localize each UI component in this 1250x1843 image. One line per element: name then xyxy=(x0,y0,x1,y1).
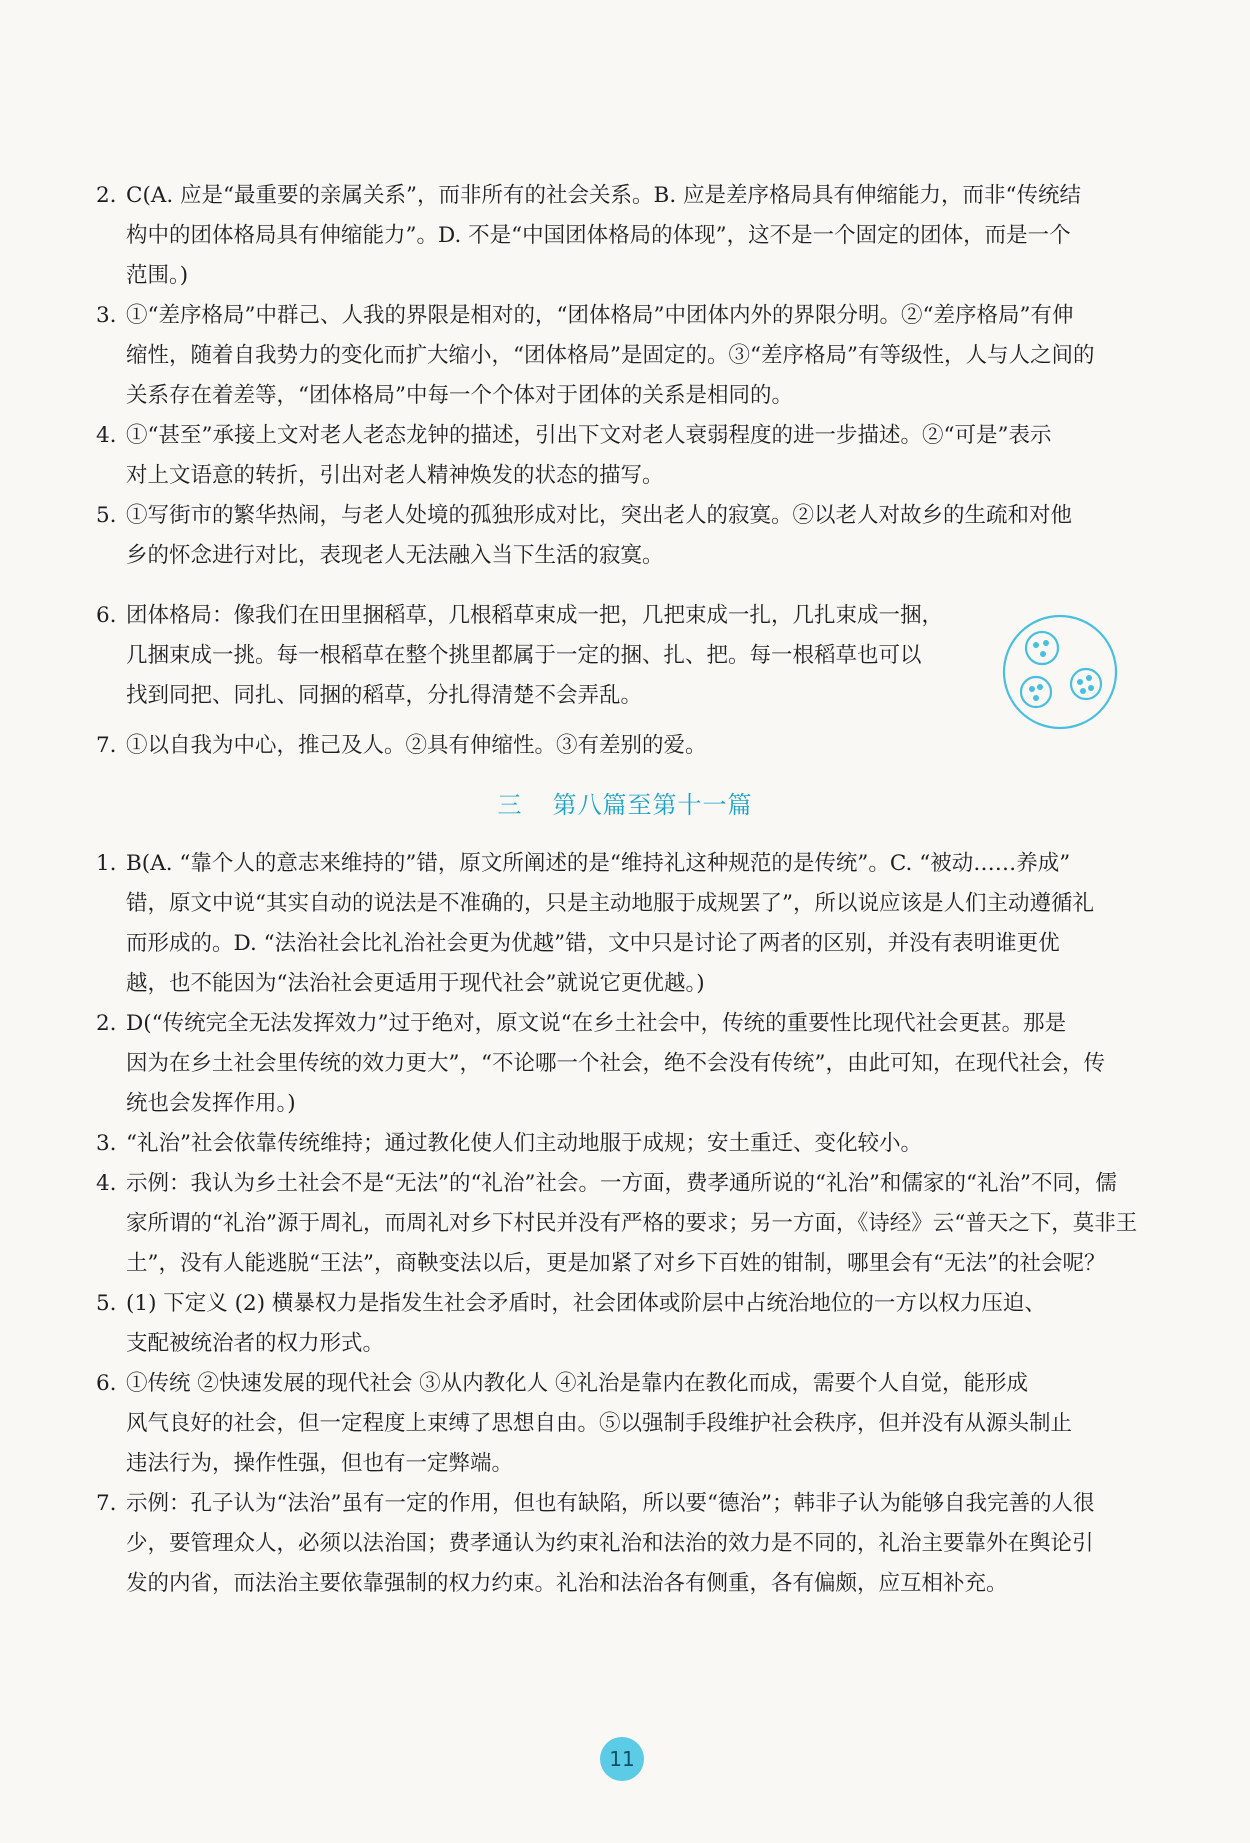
answer-item-a3 xyxy=(96,296,1146,416)
item-number: 7. xyxy=(96,733,117,758)
answer-item-a2 xyxy=(96,176,1146,296)
answer-item-a4 xyxy=(96,416,1146,496)
item-line: 越，也不能因为“法治社会更适用于现代社会”就说它更优越。) xyxy=(126,971,705,996)
item-line: 而形成的。D. “法治社会比礼治社会更为优越”错，文中只是讨论了两者的区别，并没有表明谁更优 xyxy=(126,931,1060,956)
outer-circle xyxy=(1004,616,1116,728)
item-line: 缩性，随着自我势力的变化而扩大缩小，“团体格局”是固定的。③“差序格局”有等级性，人与人之间的 xyxy=(126,343,1095,368)
bundle-circle xyxy=(1026,632,1058,664)
page-number: 11 xyxy=(600,1737,644,1781)
item-line: “礼治”社会依靠传统维持；通过教化使人们主动地服于成规；安土重迁、变化较小。 xyxy=(126,1131,922,1156)
bundle-circle xyxy=(1021,677,1051,707)
bundle-circle xyxy=(1071,669,1101,699)
answer-item-b7 xyxy=(96,1484,1146,1604)
item-line: ①以自我为中心，推己及人。②具有伸缩性。③有差别的爱。 xyxy=(126,733,707,758)
answer-item-b2 xyxy=(96,1004,1146,1124)
item-number: 7. xyxy=(96,1491,117,1516)
answer-item-b3 xyxy=(96,1124,1146,1164)
item-line: 家所谓的“礼治”源于周礼，而周礼对乡下村民并没有严格的要求；另一方面，《诗经》云“普天之下，莫非王 xyxy=(126,1211,1138,1236)
section-title-text: 第八篇至第十一篇 xyxy=(552,791,753,819)
item-line: 构中的团体格局具有伸缩能力”。D. 不是“中国团体格局的体现”，这不是一个固定的团体，而是一个 xyxy=(126,223,1071,248)
item-line: 乡的怀念进行对比，表现老人无法融入当下生活的寂寞。 xyxy=(126,543,664,568)
item-number: 6. xyxy=(96,1371,117,1396)
item-line: 风气良好的社会，但一定程度上束缚了思想自由。⑤以强制手段维护社会秩序，但并没有从源头制止 xyxy=(126,1411,1073,1436)
item-number: 5. xyxy=(96,503,117,528)
item-line: ①传统 ②快速发展的现代社会 ③从内教化人 ④礼治是靠内在教化而成，需要个人自觉，能形成 xyxy=(126,1371,1029,1396)
section-number: 三 xyxy=(497,791,523,819)
item-number: 4. xyxy=(96,1171,117,1196)
item-number: 1. xyxy=(96,851,117,876)
answer-item-a5 xyxy=(96,496,1146,576)
item-line: B(A. “靠个人的意志来维持的”错，原文所阐述的是“维持礼这种规范的是传统”。C. “被动……养成” xyxy=(126,851,1071,876)
item-line: 对上文语意的转折，引出对老人精神焕发的状态的描写。 xyxy=(126,463,664,488)
item-line: 示例：我认为乡土社会不是“无法”的“礼治”社会。一方面，费孝通所说的“礼治”和儒家的“礼治”不同，儒 xyxy=(126,1171,1117,1196)
item-line: 支配被统治者的权力形式。 xyxy=(126,1331,385,1356)
answer-item-b5 xyxy=(96,1284,1146,1364)
item-line: 错，原文中说“其实自动的说法是不准确的，只是主动地服于成规罢了”，所以说应该是人们主动遵循礼 xyxy=(126,891,1094,916)
item-number: 4. xyxy=(96,423,117,448)
item-line: 统也会发挥作用。) xyxy=(126,1091,296,1116)
item-line: 示例：孔子认为“法治”虽有一定的作用，但也有缺陷，所以要“德治”；韩非子认为能够自我完善的人很 xyxy=(126,1491,1095,1516)
answer-item-b1 xyxy=(96,844,1146,1004)
item-line: 范围。) xyxy=(126,263,189,288)
item-line: C(A. 应是“最重要的亲属关系”，而非所有的社会关系。B. 应是差序格局具有伸缩能力，而非“传统结 xyxy=(126,183,1081,208)
item-line: ①“差序格局”中群己、人我的界限是相对的，“团体格局”中团体内外的界限分明。②“差序格局”有伸 xyxy=(126,303,1074,328)
item-number: 3. xyxy=(96,303,117,328)
answer-item-b4 xyxy=(96,1164,1146,1284)
section-heading xyxy=(0,785,1250,820)
item-line: ①写街市的繁华热闹，与老人处境的孤独形成对比，突出老人的寂寞。②以老人对故乡的生疏和对他 xyxy=(126,503,1073,528)
item-number: 2. xyxy=(96,183,117,208)
answer-item-a6 xyxy=(96,596,1146,716)
answer-item-a7 xyxy=(96,726,1146,766)
item-line: D(“传统完全无法发挥效力”过于绝对，原文说“在乡土社会中，传统的重要性比现代社会更甚。那是 xyxy=(126,1011,1067,1036)
item-number: 3. xyxy=(96,1131,117,1156)
item-line: 违法行为，操作性强，但也有一定弊端。 xyxy=(126,1451,514,1476)
item-number: 5. xyxy=(96,1291,117,1316)
item-line: 找到同把、同扎、同捆的稻草，分扎得清楚不会弄乱。 xyxy=(126,683,643,708)
item-number: 2. xyxy=(96,1011,117,1036)
item-line: (1) 下定义 (2) 横暴权力是指发生社会矛盾时，社会团体或阶层中占统治地位的一方以权力压迫、 xyxy=(126,1291,1046,1316)
group-pattern-diagram xyxy=(1000,612,1120,732)
item-line: 发的内省，而法治主要依靠强制的权力约束。礼治和法治各有侧重，各有偏颇，应互相补充。 xyxy=(126,1571,1008,1596)
answer-item-b6 xyxy=(96,1364,1146,1484)
item-line: 少，要管理众人，必须以法治国；费孝通认为约束礼治和法治的效力是不同的，礼治主要靠外在舆论引 xyxy=(126,1531,1094,1556)
item-line: 因为在乡土社会里传统的效力更大”，“不论哪一个社会，绝不会没有传统”，由此可知，在现代社会，传 xyxy=(126,1051,1105,1076)
item-line: 几捆束成一挑。每一根稻草在整个挑里都属于一定的捆、扎、把。每一根稻草也可以 xyxy=(126,643,922,668)
item-line: 土”，没有人能逃脱“王法”，商鞅变法以后，更是加紧了对乡下百姓的钳制，哪里会有“无法”的社会呢？ xyxy=(126,1251,1106,1276)
item-line: 团体格局：像我们在田里捆稻草，几根稻草束成一把，几把束成一扎，几扎束成一捆， xyxy=(126,603,944,628)
item-line: 关系存在着差等，“团体格局”中每一个个体对于团体的关系是相同的。 xyxy=(126,383,793,408)
item-line: ①“甚至”承接上文对老人老态龙钟的描述，引出下文对老人衰弱程度的进一步描述。②“可是”表示 xyxy=(126,423,1052,448)
item-number: 6. xyxy=(96,603,117,628)
